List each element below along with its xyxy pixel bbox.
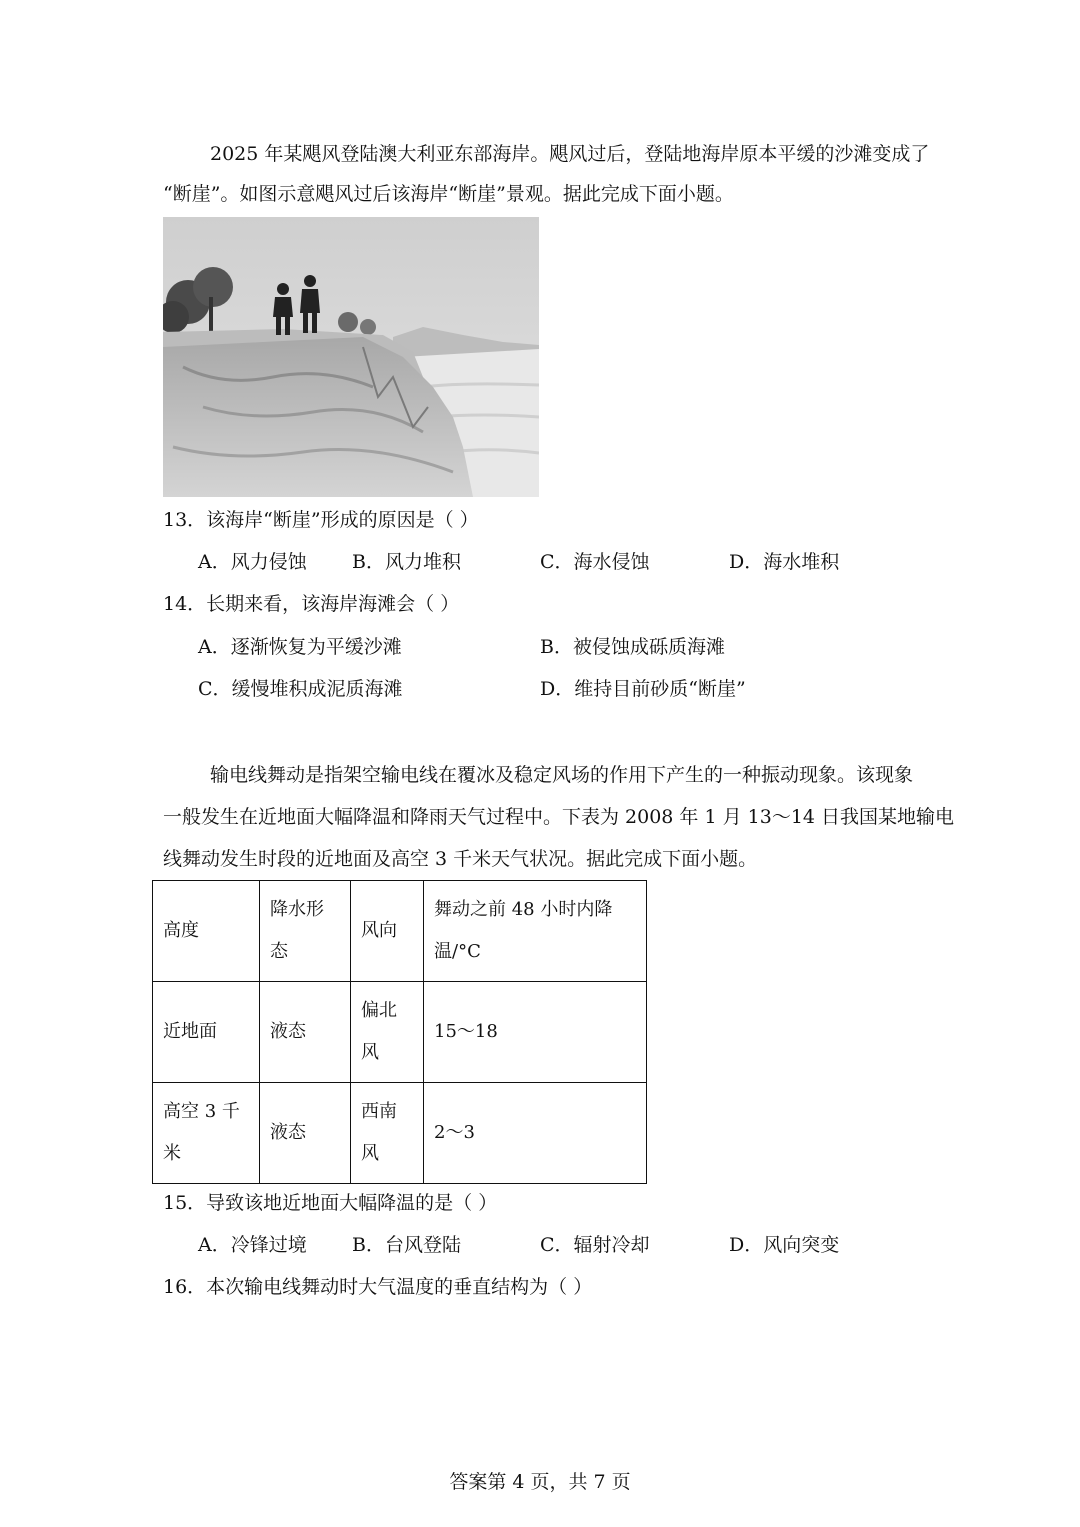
- q14-option-c: C．缓慢堆积成泥质海滩: [198, 678, 403, 700]
- table-row: [153, 1083, 647, 1184]
- q16-stem: 16．本次输电线舞动时大气温度的垂直结构为（ ）: [163, 1276, 593, 1298]
- table-cell: 偏北风: [351, 982, 424, 1083]
- table-header-cell: 舞动之前 48 小时内降温/°C: [424, 881, 647, 982]
- q15-option-c: C．辐射冷却: [540, 1234, 650, 1256]
- passage2-line1: 输电线舞动是指架空输电线在覆冰及稳定风场的作用下产生的一种振动现象。该现象: [210, 764, 914, 786]
- table-cell: 液态: [260, 1083, 351, 1184]
- q15-option-a: A．冷锋过境: [198, 1234, 307, 1256]
- q14-option-a: A．逐渐恢复为平缓沙滩: [198, 636, 402, 658]
- table-cell: 2～3: [424, 1083, 647, 1184]
- q13-option-c: C．海水侵蚀: [540, 551, 650, 573]
- table-cell: 高空 3 千米: [153, 1083, 260, 1184]
- q15-stem: 15．导致该地近地面大幅降温的是（ ）: [163, 1192, 498, 1214]
- q15-option-d: D．风向突变: [729, 1234, 840, 1256]
- passage2-line2: 一般发生在近地面大幅降温和降雨天气过程中。下表为 2008 年 1 月 13～14 日我国某地输电: [163, 806, 955, 828]
- coastline-cliff-photo: [163, 217, 539, 497]
- table-cell: 15～18: [424, 982, 647, 1083]
- table-header-cell: 高度: [153, 881, 260, 982]
- q13-option-b: B．风力堆积: [352, 551, 461, 573]
- q13-option-a: A．风力侵蚀: [198, 551, 307, 573]
- passage2-line3: 线舞动发生时段的近地面及高空 3 千米天气状况。据此完成下面小题。: [163, 848, 758, 870]
- weather-table: [152, 880, 647, 1184]
- table-cell: 近地面: [153, 982, 260, 1083]
- page-footer: 答案第 4 页，共 7 页: [449, 1471, 631, 1493]
- q15-option-b: B．台风登陆: [352, 1234, 461, 1256]
- table-cell: 西南风: [351, 1083, 424, 1184]
- q14-stem: 14．长期来看，该海岸海滩会（ ）: [163, 593, 460, 615]
- passage1-line2: “断崖”。如图示意飓风过后该海岸“断崖”景观。据此完成下面小题。: [163, 183, 734, 205]
- table-row: [153, 982, 647, 1083]
- q14-option-d: D．维持目前砂质“断崖”: [540, 678, 746, 700]
- table-header-row: [153, 881, 647, 982]
- table-header-cell: 降水形态: [260, 881, 351, 982]
- table-cell: 液态: [260, 982, 351, 1083]
- q14-option-b: B．被侵蚀成砾质海滩: [540, 636, 725, 658]
- q13-stem: 13．该海岸“断崖”形成的原因是（ ）: [163, 509, 479, 531]
- q13-option-d: D．海水堆积: [729, 551, 840, 573]
- passage1-line1: 2025 年某飓风登陆澳大利亚东部海岸。飓风过后，登陆地海岸原本平缓的沙滩变成了: [210, 143, 930, 165]
- table-header-cell: 风向: [351, 881, 424, 982]
